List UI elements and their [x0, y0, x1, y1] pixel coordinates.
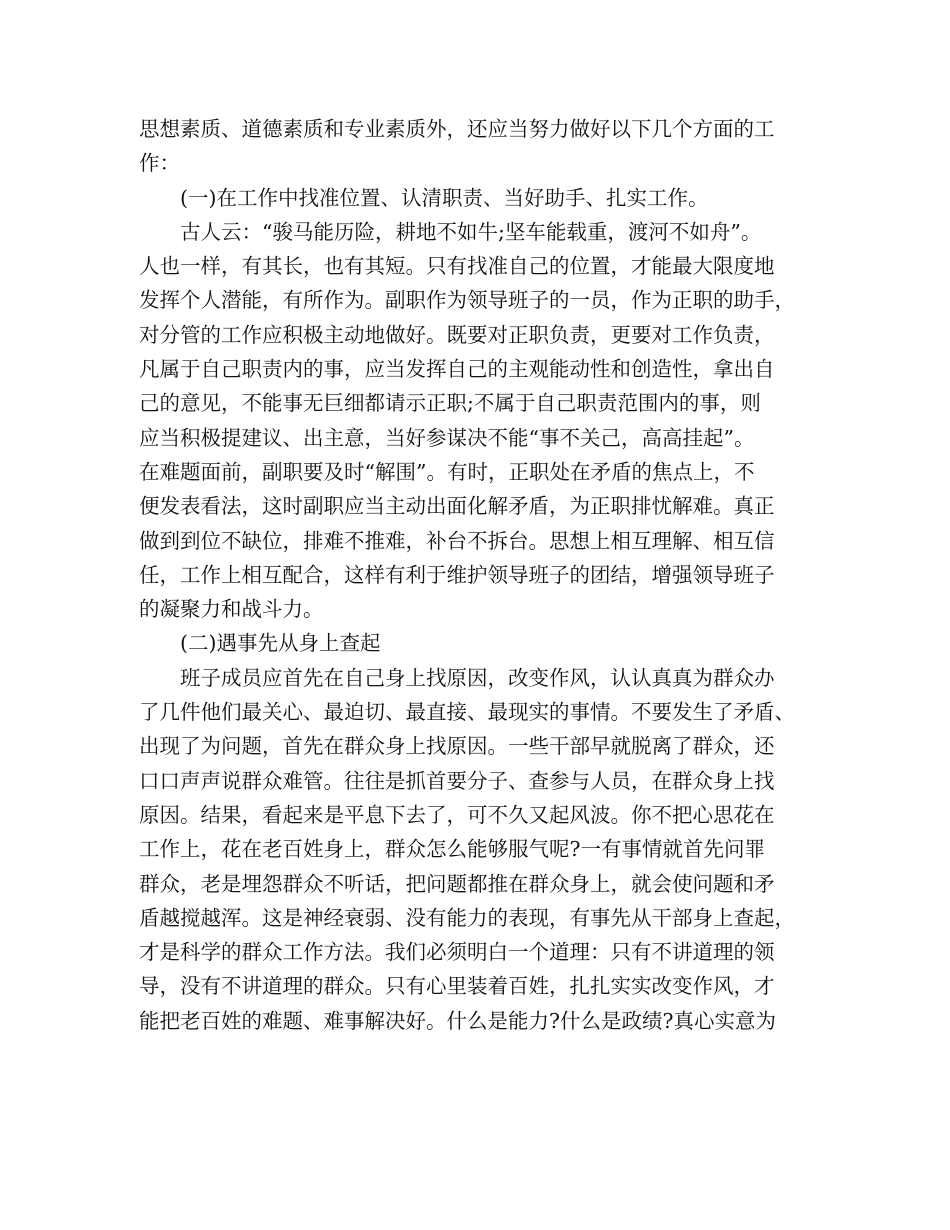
- text-line: 在难题面前，副职要及时“解围”。有时，正职处在矛盾的焦点上，不: [139, 459, 755, 484]
- text-line: 作：: [139, 151, 180, 176]
- text-line: 工作上，花在老百姓身上，群众怎么能够服气呢?一有事情就首先问罪: [139, 837, 765, 862]
- text-line: (二)遇事先从身上查起: [180, 631, 381, 656]
- text-line: 原因。结果，看起来是平息下去了，可不久又起风波。你不把心思花在: [139, 802, 775, 827]
- text-line: 古人云：“骏马能历险，耕地不如牛;坚车能载重，渡河不如舟”。: [180, 219, 762, 244]
- text-line: 才是科学的群众工作方法。我们必须明白一个道理：只有不讲道理的领: [139, 940, 775, 965]
- text-line: (一)在工作中找准位置、认清职责、当好助手、扎实工作。: [180, 185, 709, 210]
- text-line: 做到到位不缺位，排难不推难，补台不拆台。思想上相互理解、相互信: [139, 528, 775, 553]
- text-line: 盾越搅越浑。这是神经衰弱、没有能力的表现，有事先从干部身上查起，: [139, 905, 795, 930]
- document-page: [139, 112, 823, 1038]
- text-line: 群众，老是埋怨群众不听话，把问题都推在群众身上，就会使问题和矛: [139, 871, 775, 896]
- text-line: 了几件他们最关心、最迫切、最直接、最现实的事情。不要发生了矛盾、: [139, 700, 795, 725]
- text-line: 能把老百姓的难题、难事解决好。什么是能力?什么是政绩?真心实意为: [139, 1008, 776, 1033]
- text-line: 己的意见，不能事无巨细都请示正职;不属于自己职责范围内的事，则: [139, 391, 761, 416]
- text-line: 任，工作上相互配合，这样有利于维护领导班子的团结，增强领导班子: [139, 562, 775, 587]
- text-line: 人也一样，有其长，也有其短。只有找准自己的位置，才能最大限度地: [139, 254, 775, 279]
- text-line: 思想素质、道德素质和专业素质外，还应当努力做好以下几个方面的工: [139, 117, 775, 141]
- text-line: 口口声声说群众难管。往往是抓首要分子、查参与人员，在群众身上找: [139, 768, 775, 793]
- text-line: 对分管的工作应积极主动地做好。既要对正职负责，更要对工作负责，: [139, 322, 775, 347]
- text-line: 应当积极提建议、出主意，当好参谋决不能“事不关己，高高挂起”。: [139, 425, 755, 450]
- text-line: 凡属于自己职责内的事，应当发挥自己的主观能动性和创造性，拿出自: [139, 357, 775, 382]
- text-line: 班子成员应首先在自己身上找原因，改变作风，认认真真为群众办: [180, 665, 775, 690]
- text-line: 导，没有不讲道理的群众。只有心里装着百姓，扎扎实实改变作风，才: [139, 974, 775, 999]
- text-line: 便发表看法，这时副职应当主动出面化解矛盾，为正职排忧解难。真正: [139, 494, 775, 519]
- text-line: 出现了为问题，首先在群众身上找原因。一些干部早就脱离了群众，还: [139, 734, 775, 759]
- text-line: 发挥个人潜能，有所作为。副职作为领导班子的一员，作为正职的助手，: [139, 288, 795, 313]
- text-line: 的凝聚力和战斗力。: [139, 597, 324, 622]
